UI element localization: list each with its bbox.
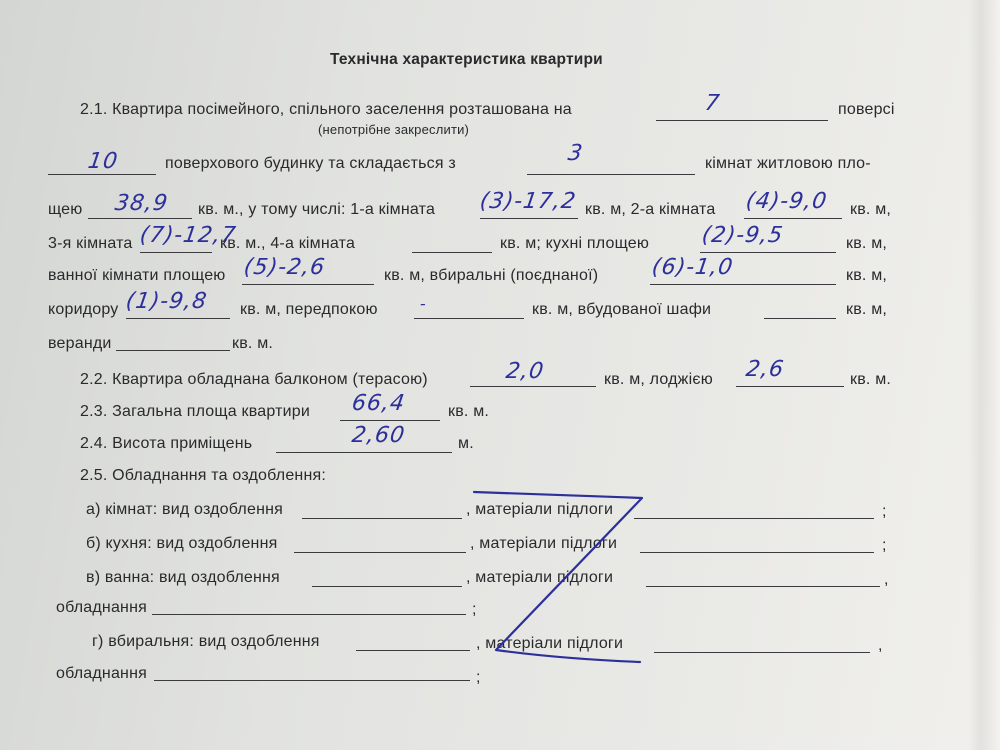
kitchen-floor-blank bbox=[640, 552, 874, 553]
hallway-value: - bbox=[418, 294, 429, 313]
s21-line6-end: кв. м, bbox=[846, 301, 888, 318]
loggia-blank bbox=[736, 386, 844, 387]
veranda-blank bbox=[116, 350, 230, 351]
s25-heading: 2.5. Обладнання та оздоблення: bbox=[80, 467, 326, 484]
s23-text: 2.3. Загальна площа квартири bbox=[80, 403, 310, 420]
s25-c-end: , bbox=[884, 571, 889, 588]
s21-line1-text: 2.1. Квартира посімейного, спільного заселення розташована на bbox=[80, 101, 572, 118]
kitchen-blank bbox=[700, 252, 836, 253]
balcony-blank bbox=[470, 386, 596, 387]
s23-end: кв. м. bbox=[448, 403, 490, 420]
s21-line1-end: поверсі bbox=[838, 101, 895, 118]
balcony-value: 2,0 bbox=[504, 359, 546, 384]
s25-c-floor-label: , матеріали підлоги bbox=[466, 569, 614, 586]
corridor-value: (1)-9,8 bbox=[124, 289, 209, 314]
s21-line3-start: щею bbox=[48, 201, 83, 218]
s25-b-end: ; bbox=[882, 537, 887, 554]
s21-line2-end: кімнат житловою пло- bbox=[705, 155, 871, 172]
s25-d-floor-label: , матеріали підлоги bbox=[476, 635, 624, 652]
document-title: Технічна характеристика квартири bbox=[330, 51, 603, 68]
s25-b-floor-label: , матеріали підлоги bbox=[470, 535, 618, 552]
s21-line5-start: ванної кімнати площею bbox=[48, 267, 226, 284]
s25-d-equip-end: ; bbox=[476, 669, 481, 686]
s21-line5-end: кв. м, bbox=[846, 267, 888, 284]
storeys-blank bbox=[48, 174, 156, 175]
toilet-blank bbox=[650, 284, 836, 285]
room2-blank bbox=[744, 218, 842, 219]
room3-value: (7)-12,7 bbox=[138, 223, 238, 248]
wardrobe-blank bbox=[764, 318, 836, 319]
living-area-value: 38,9 bbox=[113, 191, 170, 216]
s21-line6-text: кв. м, передпокою bbox=[240, 301, 378, 318]
bath-finish-blank bbox=[312, 586, 462, 587]
strike-note: (непотрібне закреслити) bbox=[318, 122, 470, 137]
s21-line3-end: кв. м, bbox=[850, 201, 892, 218]
toilet-value: (6)-1,0 bbox=[650, 255, 735, 280]
s21-line7-start: веранди bbox=[48, 335, 112, 352]
rooms-finish-blank bbox=[302, 518, 462, 519]
bath-equipment-blank bbox=[152, 614, 466, 615]
s21-line6-start: коридору bbox=[48, 301, 119, 318]
corridor-blank bbox=[126, 318, 230, 319]
s25-c-label: в) ванна: вид оздоблення bbox=[86, 569, 280, 586]
toilet-floor-blank bbox=[654, 652, 870, 653]
kitchen-finish-blank bbox=[294, 552, 466, 553]
s21-line5-text: кв. м, вбиральні (поєднаної) bbox=[384, 267, 599, 284]
s25-c-equip-label: обладнання bbox=[56, 599, 147, 616]
room1-blank bbox=[480, 218, 578, 219]
height-blank bbox=[276, 452, 452, 453]
toilet-equipment-blank bbox=[154, 680, 470, 681]
bathroom-blank bbox=[242, 284, 374, 285]
s24-text: 2.4. Висота приміщень bbox=[80, 435, 253, 452]
s22-text: 2.2. Квартира обладнана балконом (терасою) bbox=[80, 371, 428, 388]
s25-a-label: а) кімнат: вид оздоблення bbox=[86, 501, 283, 518]
room1-value: (3)-17,2 bbox=[478, 189, 578, 214]
s21-line7-end: кв. м. bbox=[232, 335, 274, 352]
loggia-value: 2,6 bbox=[744, 357, 786, 382]
room4-blank bbox=[412, 252, 492, 253]
s21-line4-start: 3-я кімната bbox=[48, 235, 133, 252]
bathroom-value: (5)-2,6 bbox=[242, 255, 327, 280]
s21-line3-text: кв. м., у тому числі: 1-а кімната bbox=[198, 201, 436, 218]
s21-line4-text: кв. м., 4-а кімната bbox=[220, 235, 356, 252]
s25-c-equip-end: ; bbox=[472, 601, 477, 618]
s25-d-equip-label: обладнання bbox=[56, 665, 147, 682]
rooms-value: 3 bbox=[566, 141, 585, 166]
rooms-blank bbox=[527, 174, 695, 175]
rooms-floor-blank bbox=[634, 518, 874, 519]
page-edge bbox=[968, 0, 1000, 750]
s21-line4-text2: кв. м; кухні площею bbox=[500, 235, 650, 252]
room3-blank bbox=[140, 252, 212, 253]
storeys-value: 10 bbox=[86, 149, 120, 174]
s21-line2-text: поверхового будинку та складається з bbox=[165, 155, 456, 172]
floor-blank bbox=[656, 120, 828, 121]
toilet-finish-blank bbox=[356, 650, 470, 651]
s21-line6-text2: кв. м, вбудованої шафи bbox=[532, 301, 712, 318]
s21-line3-text2: кв. м, 2-а кімната bbox=[585, 201, 716, 218]
s24-end: м. bbox=[458, 435, 474, 452]
s25-d-end: , bbox=[878, 637, 883, 654]
total-area-blank bbox=[340, 420, 440, 421]
kitchen-value: (2)-9,5 bbox=[700, 223, 785, 248]
s22-text2: кв. м, лоджією bbox=[604, 371, 713, 388]
s21-line4-end: кв. м, bbox=[846, 235, 888, 252]
height-value: 2,60 bbox=[350, 423, 407, 448]
room2-value: (4)-9,0 bbox=[744, 189, 829, 214]
floor-value: 7 bbox=[703, 91, 722, 116]
s25-b-label: б) кухня: вид оздоблення bbox=[86, 535, 278, 552]
s25-a-end: ; bbox=[882, 503, 887, 520]
s25-d-label: г) вбиральня: вид оздоблення bbox=[92, 633, 320, 650]
s22-end: кв. м. bbox=[850, 371, 892, 388]
hallway-blank bbox=[414, 318, 524, 319]
living-area-blank bbox=[88, 218, 192, 219]
total-area-value: 66,4 bbox=[350, 391, 407, 416]
s25-a-floor-label: , матеріали підлоги bbox=[466, 501, 614, 518]
bath-floor-blank bbox=[646, 586, 880, 587]
